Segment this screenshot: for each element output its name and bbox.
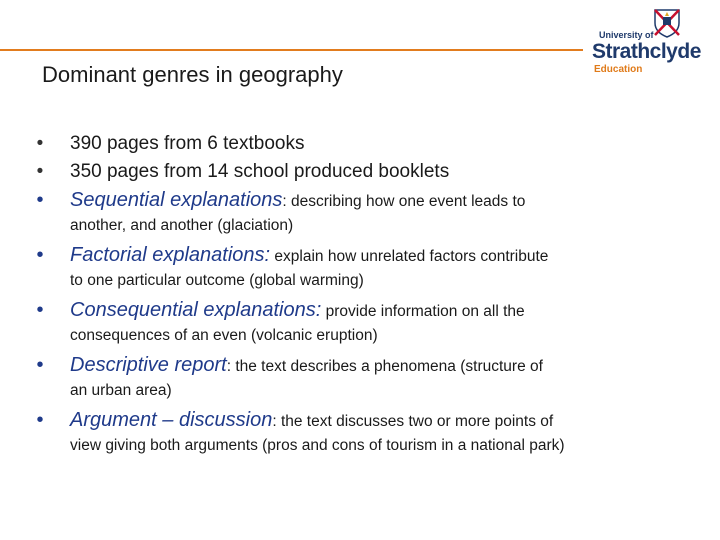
logo-name: Strathclyde [592,40,701,63]
genre-name: Argument – discussion [70,409,273,431]
genre-description-continued: to one particular outcome (global warming) [70,272,364,289]
list-item [30,130,690,158]
bullet-text: 390 pages from 6 textbooks [70,133,305,154]
title-divider [0,49,583,51]
genre-description: explain how unrelated factors contribute [270,248,549,265]
bullet-icon: • [36,244,44,266]
logo-department: Education [594,64,643,75]
genre-name: Sequential explanations [70,189,283,211]
genre-description-continued: consequences of an even (volcanic eruption) [70,327,378,344]
university-logo [590,8,715,76]
genre-name: Descriptive report [70,354,227,376]
genre-description-continued: another, and another (glaciation) [70,217,294,234]
bullet-icon: • [36,133,44,154]
list-item [30,243,690,292]
genre-description-continued: an urban area) [70,382,172,399]
slide-title: Dominant genres in geography [42,62,343,87]
bullet-list [30,130,690,457]
bullet-icon: • [36,299,44,321]
genre-description: : describing how one event leads to [282,193,526,210]
list-item [30,298,690,347]
genre-description: provide information on all the [321,303,525,320]
logo-university-of: University of [599,30,654,40]
crest-icon [652,8,682,38]
list-item [30,188,690,237]
genre-name: Consequential explanations: [70,299,322,321]
genre-description-continued: view giving both arguments (pros and cons of tourism in a national park) [70,437,565,454]
bullet-text: 350 pages from 14 school produced booklets [70,161,450,182]
genre-description: : the text discusses two or more points of [272,413,554,430]
list-item [30,408,690,457]
bullet-icon: • [36,189,44,211]
list-item [30,158,690,186]
genre-name: Factorial explanations: [70,244,271,266]
list-item [30,353,690,402]
bullet-icon: • [36,161,44,182]
bullet-icon: • [36,409,44,431]
bullet-icon: • [36,354,44,376]
genre-description: : the text describes a phenomena (structure of [226,358,543,375]
